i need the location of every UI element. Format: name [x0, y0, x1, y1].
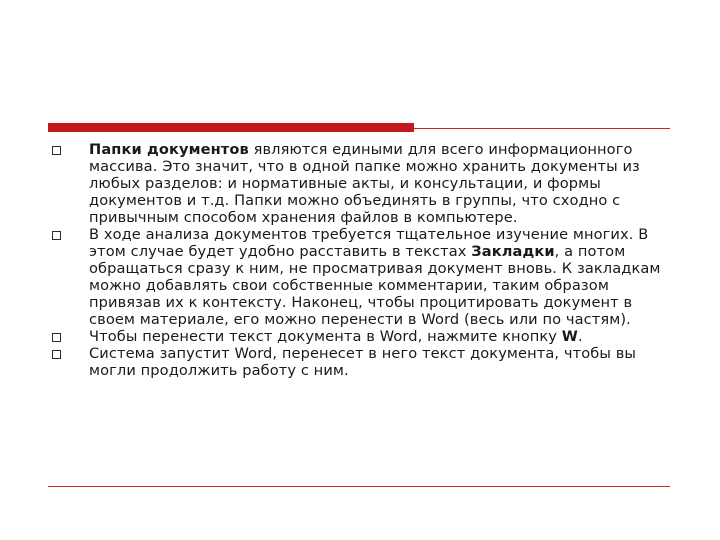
top-accent-bar	[48, 123, 414, 132]
bullet-bold-term: Закладки	[471, 243, 555, 260]
bullet-list	[52, 141, 667, 379]
bullet-text: Система запустит Word, перенесет в него текст документа, чтобы вы могли продолжить работу с ним.	[89, 345, 637, 379]
square-bullet-icon	[52, 146, 61, 155]
bullet-item-folders	[52, 141, 667, 226]
bullet-text: являются едиными для всего информационного массива. Это значит, что в одной папке можно хранить документы из любых разделов: и нормативные акты, и консультации, и формы документов и т.д. Папки можно объединять в группы, что сходно с привычным способом хранения файлов в компьютере.	[89, 141, 640, 226]
bullet-bold-term: W	[561, 328, 578, 345]
bullet-item-system-launch	[52, 345, 667, 379]
bullet-item-bookmarks	[52, 226, 667, 328]
bullet-item-transfer-word	[52, 328, 667, 345]
bullet-text: Чтобы перенести текст документа в Word, нажмите кнопку	[89, 328, 562, 345]
bullet-text: .	[577, 328, 583, 345]
square-bullet-icon	[52, 231, 61, 240]
bullet-text: , а потом обращаться сразу к ним, не просматривая документ вновь. К закладкам можно добавлять свои собственные комментарии, таким образом привязав их к контексту. Наконец, чтобы процитировать документ в своем материале, его можно перенести в Word (весь или по частям).	[89, 243, 661, 328]
square-bullet-icon	[52, 350, 61, 359]
bullet-text: В ходе анализа документов требуется тщательное изучение многих. В этом случае будет удобно расставить в текстах	[89, 226, 649, 260]
bottom-divider-line	[48, 486, 670, 487]
square-bullet-icon	[52, 333, 61, 342]
bullet-bold-term: Папки документов	[89, 141, 249, 158]
